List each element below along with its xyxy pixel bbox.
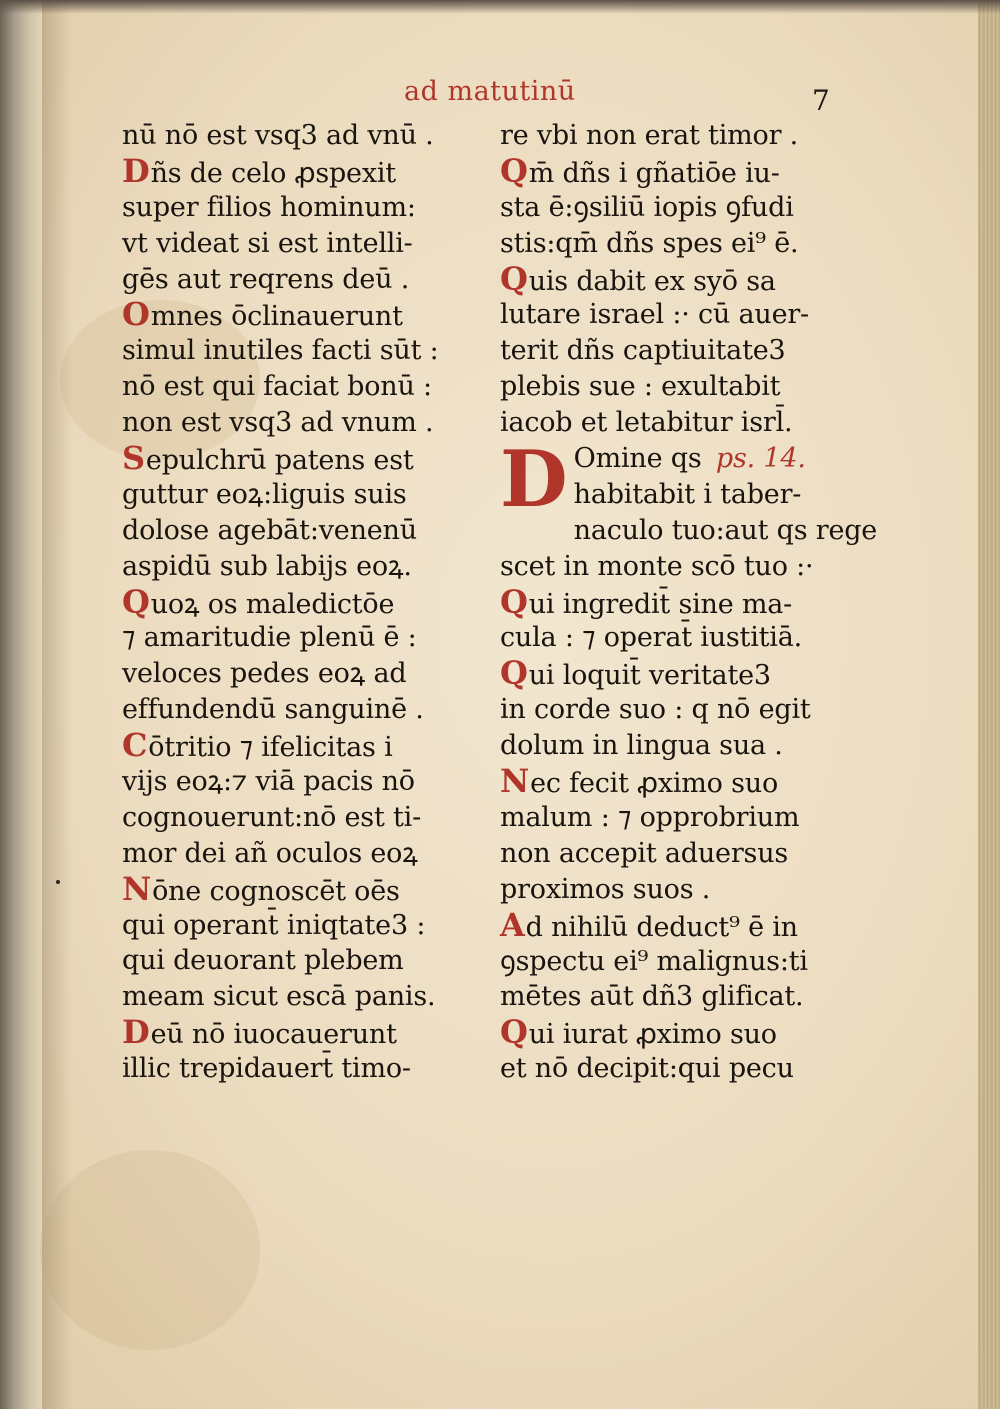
psalm-opening xyxy=(500,434,850,526)
line-text: uis dabit ex syō sa xyxy=(528,265,776,297)
text-line xyxy=(122,764,472,800)
line-text: nō est qui faciat bonū : xyxy=(122,371,432,403)
line-text: meam sicut escā panis. xyxy=(122,981,436,1013)
rubricated-initial: Q xyxy=(500,259,528,298)
line-text: d nihilū deduct⁹ ē in xyxy=(525,911,798,943)
rubricated-initial: O xyxy=(122,295,150,334)
line-text: ñs de celo ꝓspexit xyxy=(150,157,396,189)
line-text: eū nō iuocauerunt xyxy=(150,1019,397,1051)
rubricated-initial: Q xyxy=(500,1013,528,1052)
line-text: iacob et letabitur isrl̄. xyxy=(500,407,793,439)
line-text: terit dñs captiuitate3 xyxy=(500,335,786,367)
line-text: lutare israel :· cū auer- xyxy=(500,299,809,331)
line-text: proximos suos . xyxy=(500,873,711,905)
line-text: stis:qm̄ dñs spes ei⁹ ē. xyxy=(500,227,799,259)
line-text: sta ē:ꝯsiliū iopis ꝯfudi xyxy=(500,191,794,223)
paper-stain xyxy=(40,1150,260,1350)
line-text: vt videat si est intelli- xyxy=(122,227,413,259)
text-line xyxy=(122,118,472,154)
line-text: ōtritio ⁊ ifelicitas i xyxy=(148,732,393,764)
line-text: vijs eoꝝ:⁊ viā pacis nō xyxy=(122,766,415,798)
text-line xyxy=(500,836,850,872)
text-line xyxy=(500,582,850,621)
line-text: naculo tuo:aut qs rege xyxy=(573,514,878,546)
psalm-number-label: ps. 14. xyxy=(715,443,806,475)
rubricated-initial: D xyxy=(122,1013,150,1052)
text-line xyxy=(500,333,850,369)
text-line xyxy=(500,190,850,226)
line-text: ꝯspectu ei⁹ malignus:ti xyxy=(500,945,808,977)
line-text: dolum in lingua sua . xyxy=(500,730,783,762)
line-text: super filios hominum: xyxy=(122,191,416,223)
line-text: mnes ōclinauerunt xyxy=(150,301,403,333)
line-text: effundendū sanguinē . xyxy=(122,694,424,726)
line-text: mētes aūt dñ3 glificat. xyxy=(500,981,804,1013)
ink-speck xyxy=(56,880,60,884)
text-line xyxy=(122,405,472,441)
text-line xyxy=(122,151,472,190)
text-line xyxy=(122,297,472,333)
line-text: ōne cognoscēt oēs xyxy=(152,875,400,907)
rubricated-initial: N xyxy=(500,762,530,801)
text-line xyxy=(122,262,472,298)
text-line xyxy=(500,764,850,800)
text-line xyxy=(500,1015,850,1051)
text-line xyxy=(122,226,472,262)
text-line xyxy=(122,656,472,692)
text-line xyxy=(122,369,472,405)
rubricated-initial: Q xyxy=(500,582,528,621)
line-text: plebis sue : exultabit xyxy=(500,371,781,403)
line-text: qui operant̄ iniqtate3 : xyxy=(122,909,426,941)
text-line xyxy=(122,441,472,477)
line-text: non est vsq3 ad vnum . xyxy=(122,407,434,439)
rubricated-initial: Q xyxy=(500,151,528,190)
line-text: nū nō est vsq3 ad vnū . xyxy=(122,120,434,151)
text-line xyxy=(122,692,472,728)
rubricated-initial: Q xyxy=(500,654,528,693)
text-line xyxy=(500,405,850,441)
line-text: illic trepidauert̄ timo- xyxy=(122,1053,411,1085)
text-line xyxy=(122,1015,472,1051)
text-line xyxy=(500,692,850,728)
text-line xyxy=(122,800,472,836)
text-line xyxy=(122,836,472,872)
text-line xyxy=(500,656,850,692)
right-column-top-block xyxy=(500,118,850,441)
text-line xyxy=(122,908,472,944)
text-line xyxy=(500,872,850,908)
text-line xyxy=(500,979,850,1015)
line-text: cognouerunt:nō est ti- xyxy=(122,801,422,833)
text-line xyxy=(500,259,850,298)
text-line xyxy=(500,905,850,944)
text-line xyxy=(500,297,850,333)
line-text: non accepit aduersus xyxy=(500,837,789,869)
line-text: ⁊ amaritudie plenū ē : xyxy=(122,622,417,654)
text-line xyxy=(122,582,472,621)
line-text: ui loquit̄ veritate3 xyxy=(528,660,771,692)
text-line xyxy=(500,151,850,190)
text-line xyxy=(500,226,850,262)
line-text: ec fecit ꝓximo suo xyxy=(530,768,779,800)
line-text: et nō decipit:qui pecu xyxy=(500,1053,794,1085)
psalm-opening-text: Omine qs xyxy=(573,443,702,475)
rubricated-initial: D xyxy=(122,151,150,190)
line-text: dolose agebāt:venenū xyxy=(122,514,417,546)
text-line xyxy=(122,513,472,549)
text-line xyxy=(500,800,850,836)
page-fore-edge xyxy=(978,0,1000,1409)
line-text: ui iurat ꝓximo suo xyxy=(528,1019,777,1051)
text-line xyxy=(122,190,472,226)
psalm-big-initial: D xyxy=(500,434,568,526)
text-line xyxy=(122,620,472,656)
line-text: in corde suo : q nō egit xyxy=(500,694,811,726)
rubricated-initial: C xyxy=(122,726,148,765)
line-text: gēs aut reqrens deū . xyxy=(122,263,410,295)
page-top-edge xyxy=(0,0,1000,14)
line-text: qui deuorant plebem xyxy=(122,945,404,977)
left-text-column xyxy=(122,118,472,1087)
line-text: simul inutiles facti sūt : xyxy=(122,335,439,367)
text-line xyxy=(122,333,472,369)
line-text: epulchrū patens est xyxy=(145,445,414,477)
text-line xyxy=(500,1051,850,1087)
rubricated-initial: A xyxy=(500,905,525,944)
text-line xyxy=(122,549,472,585)
text-line xyxy=(122,979,472,1015)
text-line xyxy=(122,869,472,908)
line-text: scet in monte scō tuo :· xyxy=(500,550,814,582)
line-text: veloces pedes eoꝝ ad xyxy=(122,658,407,690)
binding-gutter xyxy=(0,0,42,1409)
text-line xyxy=(500,620,850,656)
line-text: mor dei añ oculos eoꝝ xyxy=(122,837,418,869)
folio-number: 7 xyxy=(812,84,830,117)
rubricated-initial: Q xyxy=(122,582,150,621)
psalm-opening-line-2: habitabit i taber- xyxy=(573,478,802,510)
rubricated-initial: N xyxy=(122,869,152,908)
text-line xyxy=(122,728,472,764)
text-line xyxy=(500,369,850,405)
text-line xyxy=(122,1051,472,1087)
text-line xyxy=(500,944,850,980)
running-head: ad matutinū xyxy=(404,76,576,107)
text-line xyxy=(500,728,850,764)
line-text: cula : ⁊ operat̄ iustitiā. xyxy=(500,622,802,654)
line-text: uoꝝ os maledictōe xyxy=(150,588,395,620)
line-text: m̄ dñs i gñatiōe iu- xyxy=(528,157,780,189)
right-text-column xyxy=(500,118,878,1087)
text-line xyxy=(122,943,472,979)
text-line xyxy=(500,549,850,585)
line-text: re vbi non erat timor . xyxy=(500,120,799,151)
line-text: aspidū sub labijs eoꝝ. xyxy=(122,550,412,582)
line-text: guttur eoꝝ:liguis suis xyxy=(122,478,407,510)
line-text: malum : ⁊ opprobrium xyxy=(500,801,800,833)
text-line xyxy=(122,477,472,513)
rubricated-initial: S xyxy=(122,439,145,478)
line-text: ui ingredit̄ sine ma- xyxy=(528,588,793,620)
right-column-bottom-block xyxy=(500,513,878,1087)
text-line xyxy=(500,118,850,154)
